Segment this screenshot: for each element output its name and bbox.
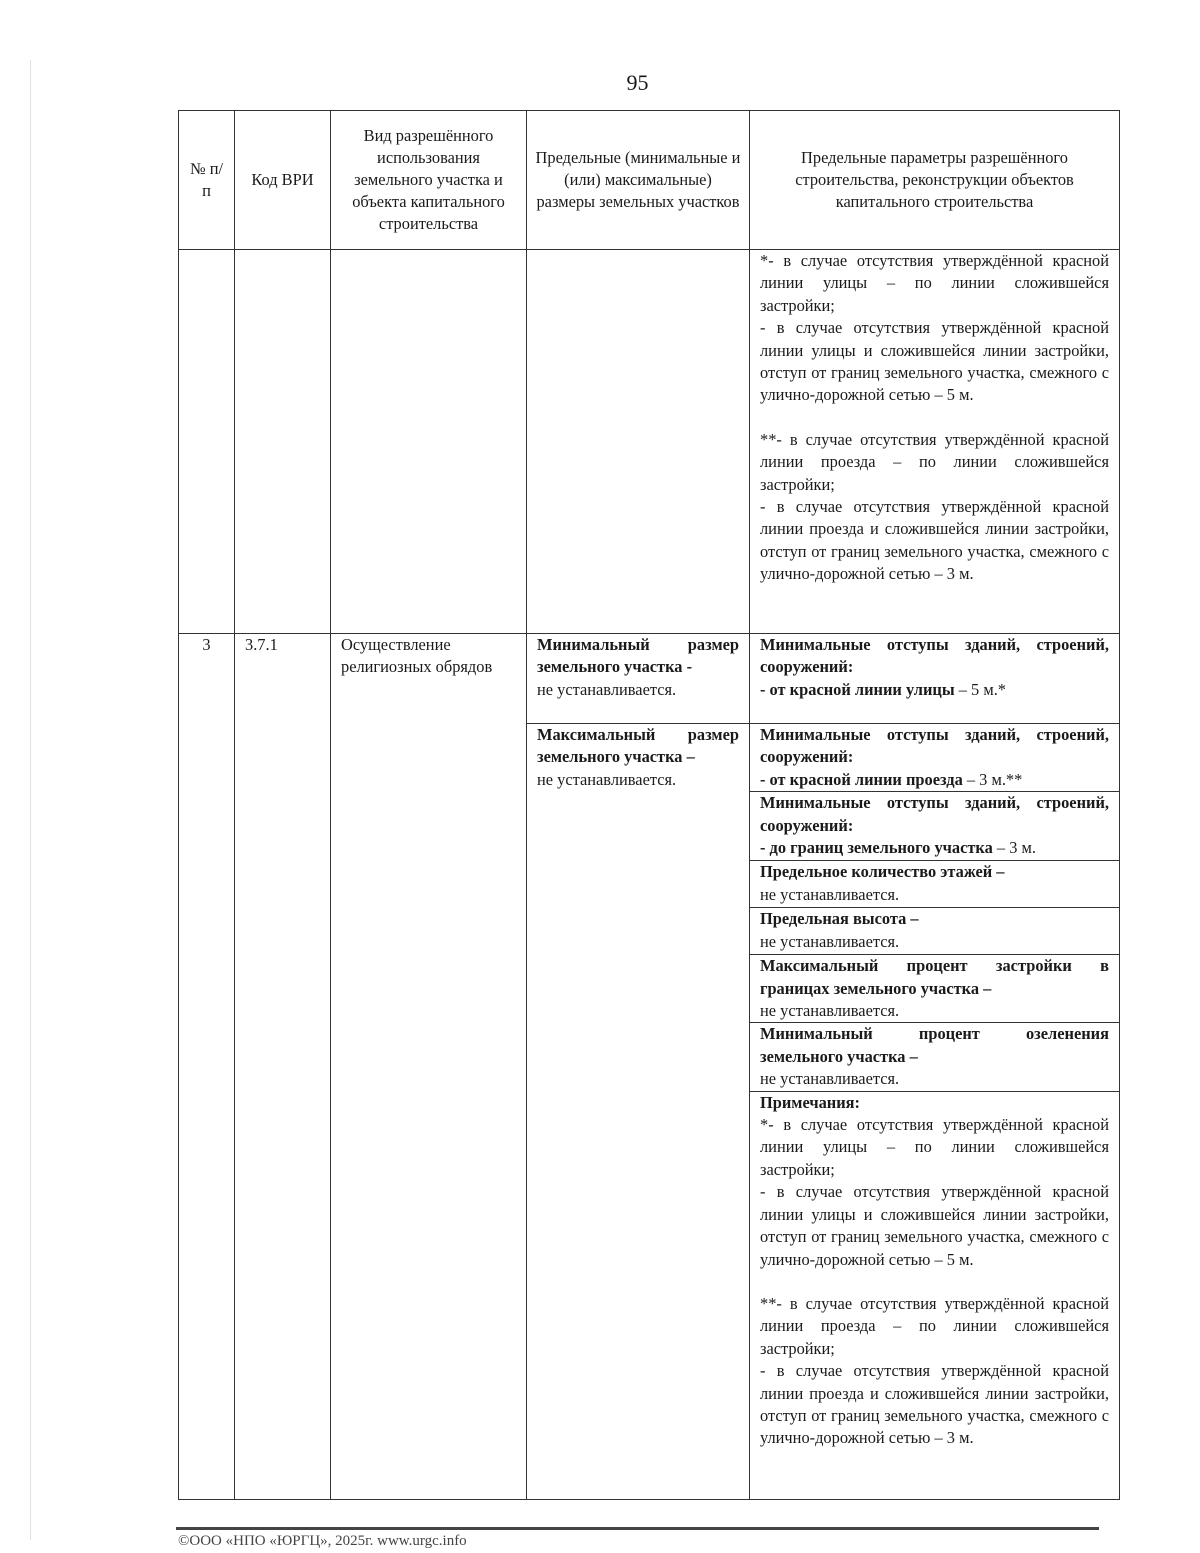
row3-max-size [527, 724, 750, 1500]
param-label: Предельное количество этажей – [760, 862, 1005, 882]
footer-copyright: ©ООО «НПО «ЮРГЦ», 2025г. www.urgc.info [178, 1533, 467, 1549]
table-header-row [179, 111, 1120, 250]
max-size-label: Максимальный размер земельного участка – [537, 725, 739, 767]
header-params: Предельные параметры разрешённого строительства, реконструкции объектов капитального строительства [750, 111, 1120, 250]
param-sub: - от красной линии улицы [760, 679, 955, 699]
row3-code: 3.7.1 [235, 634, 331, 1500]
param-floors [750, 861, 1120, 908]
notes-title: Примечания: [760, 1092, 860, 1112]
param-label: Минимальные отступы зданий, строений, сооружений: [760, 793, 1109, 835]
page-number: 95 [626, 70, 649, 95]
continued-notes-cell [750, 250, 1120, 634]
param-label: Предельная высота – [760, 909, 919, 929]
regulations-table [178, 110, 1120, 1500]
header-vid: Вид разрешённого использования земельного участка и объекта капитального строительства [331, 111, 527, 250]
note-line: *- в случае отсутствия утверждённой красной линии улицы – по линии сложившейся застройки; [760, 251, 1109, 315]
param-height [750, 908, 1120, 955]
param-value: не устанавливается. [760, 1069, 900, 1089]
param-value: не устанавливается. [760, 1001, 900, 1021]
note-line: - в случае отсутствия утверждённой красной линии улицы и сложившейся линии застройки, отступ от границ земельного участка, смежного с улично-дорожной сетью – 5 м. [760, 318, 1109, 405]
header-sizes: Предельные (минимальные и (или) максимальные) размеры земельных участков [527, 111, 750, 250]
table-row-3-a [179, 634, 1120, 724]
header-num: № п/п [179, 111, 235, 250]
row3-vid: Осуществление религиозных обрядов [331, 634, 527, 1500]
header-code: Код ВРИ [235, 111, 331, 250]
param-label: Минимальные отступы зданий, строений, сооружений: [760, 725, 1109, 767]
param-value: не устанавливается. [760, 884, 900, 904]
footer-rule [176, 1527, 1099, 1530]
param-value: – 3 м. [992, 838, 1036, 858]
table-row-continued [179, 250, 1120, 634]
notes-cell [750, 1091, 1120, 1499]
row3-num: 3 [179, 634, 235, 1500]
param-green-percent [750, 1023, 1120, 1091]
param-setback-boundary [750, 792, 1120, 861]
note-line: *- в случае отсутствия утверждённой красной линии улицы – по линии сложившейся застройки; [760, 1115, 1109, 1179]
param-value: не устанавливается. [760, 931, 900, 951]
scan-margin-line [30, 60, 31, 1540]
param-value: – 5 м.* [954, 679, 1006, 699]
param-value: – 3 м.** [962, 769, 1023, 789]
note-line: - в случае отсутствия утверждённой красной линии проезда и сложившейся линии застройки, отступ от границ земельного участка, смежного с улично-дорожной сетью – 3 м. [760, 497, 1109, 584]
param-setback-street [750, 634, 1120, 724]
param-sub: - от красной линии проезда [760, 769, 963, 789]
param-label: Минимальные отступы зданий, строений, сооружений: [760, 635, 1109, 677]
note-line: **- в случае отсутствия утверждённой красной линии проезда – по линии сложившейся застройки; [760, 429, 1109, 494]
min-size-label: Минимальный размер земельного участка - [537, 635, 739, 677]
note-line: - в случае отсутствия утверждённой красной линии улицы и сложившейся линии застройки, отступ от границ земельного участка, смежного с улично-дорожной сетью – 5 м. [760, 1182, 1109, 1269]
min-size-value: не устанавливается. [537, 679, 677, 699]
note-line: **- в случае отсутствия утверждённой красной линии проезда – по линии сложившейся застройки; [760, 1293, 1109, 1358]
param-label: Максимальный процент застройки в границах земельного участка – [760, 956, 1109, 998]
param-setback-driveway [750, 724, 1120, 792]
row3-min-size [527, 634, 750, 724]
param-sub: - до границ земельного участка [760, 838, 993, 858]
max-size-value: не устанавливается. [537, 769, 677, 789]
param-build-percent [750, 955, 1120, 1023]
param-label: Минимальный процент озеленения земельного участка – [760, 1024, 1109, 1066]
note-line: - в случае отсутствия утверждённой красной линии проезда и сложившейся линии застройки, отступ от границ земельного участка, смежного с улично-дорожной сетью – 3 м. [760, 1361, 1109, 1448]
